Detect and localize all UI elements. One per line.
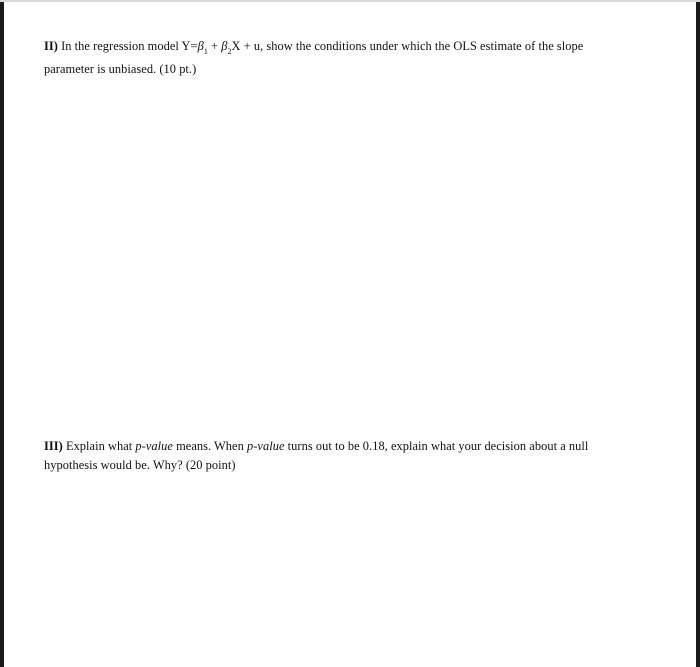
question-2-text-start: In the regression model Y= xyxy=(57,39,198,53)
plus-sign: + xyxy=(207,39,222,53)
p-value-term-1: p-value xyxy=(135,439,173,453)
question-3-text-a: Explain what xyxy=(62,439,136,453)
question-3 xyxy=(44,437,664,475)
beta-1-symbol xyxy=(197,39,208,57)
question-3-text-c: turns out to be 0.18, explain what your decision about a null xyxy=(284,439,589,453)
question-2-text-end: X + u, show the conditions under which the OLS estimate of the slope xyxy=(231,39,584,53)
beta-2-subscript: 2 xyxy=(227,47,232,57)
question-3-line-2: hypothesis would be. Why? (20 point) xyxy=(44,458,236,472)
beta-2-symbol xyxy=(221,39,232,57)
top-border xyxy=(0,0,700,2)
left-border xyxy=(0,0,4,667)
question-3-number: III) xyxy=(44,439,63,453)
question-3-line-1 xyxy=(44,437,664,456)
question-2 xyxy=(44,37,664,79)
question-2-line-1 xyxy=(44,37,664,60)
question-2-line-2: parameter is unbiased. (10 pt.) xyxy=(44,62,197,77)
p-value-term-2: p-value xyxy=(247,439,285,453)
question-3-text-b: means. When xyxy=(172,439,247,453)
question-2-number: II) xyxy=(44,39,58,53)
beta-1-letter: β xyxy=(197,39,204,53)
beta-1-subscript: 1 xyxy=(203,47,208,57)
right-border xyxy=(696,0,700,667)
beta-2-letter: β xyxy=(221,39,228,53)
